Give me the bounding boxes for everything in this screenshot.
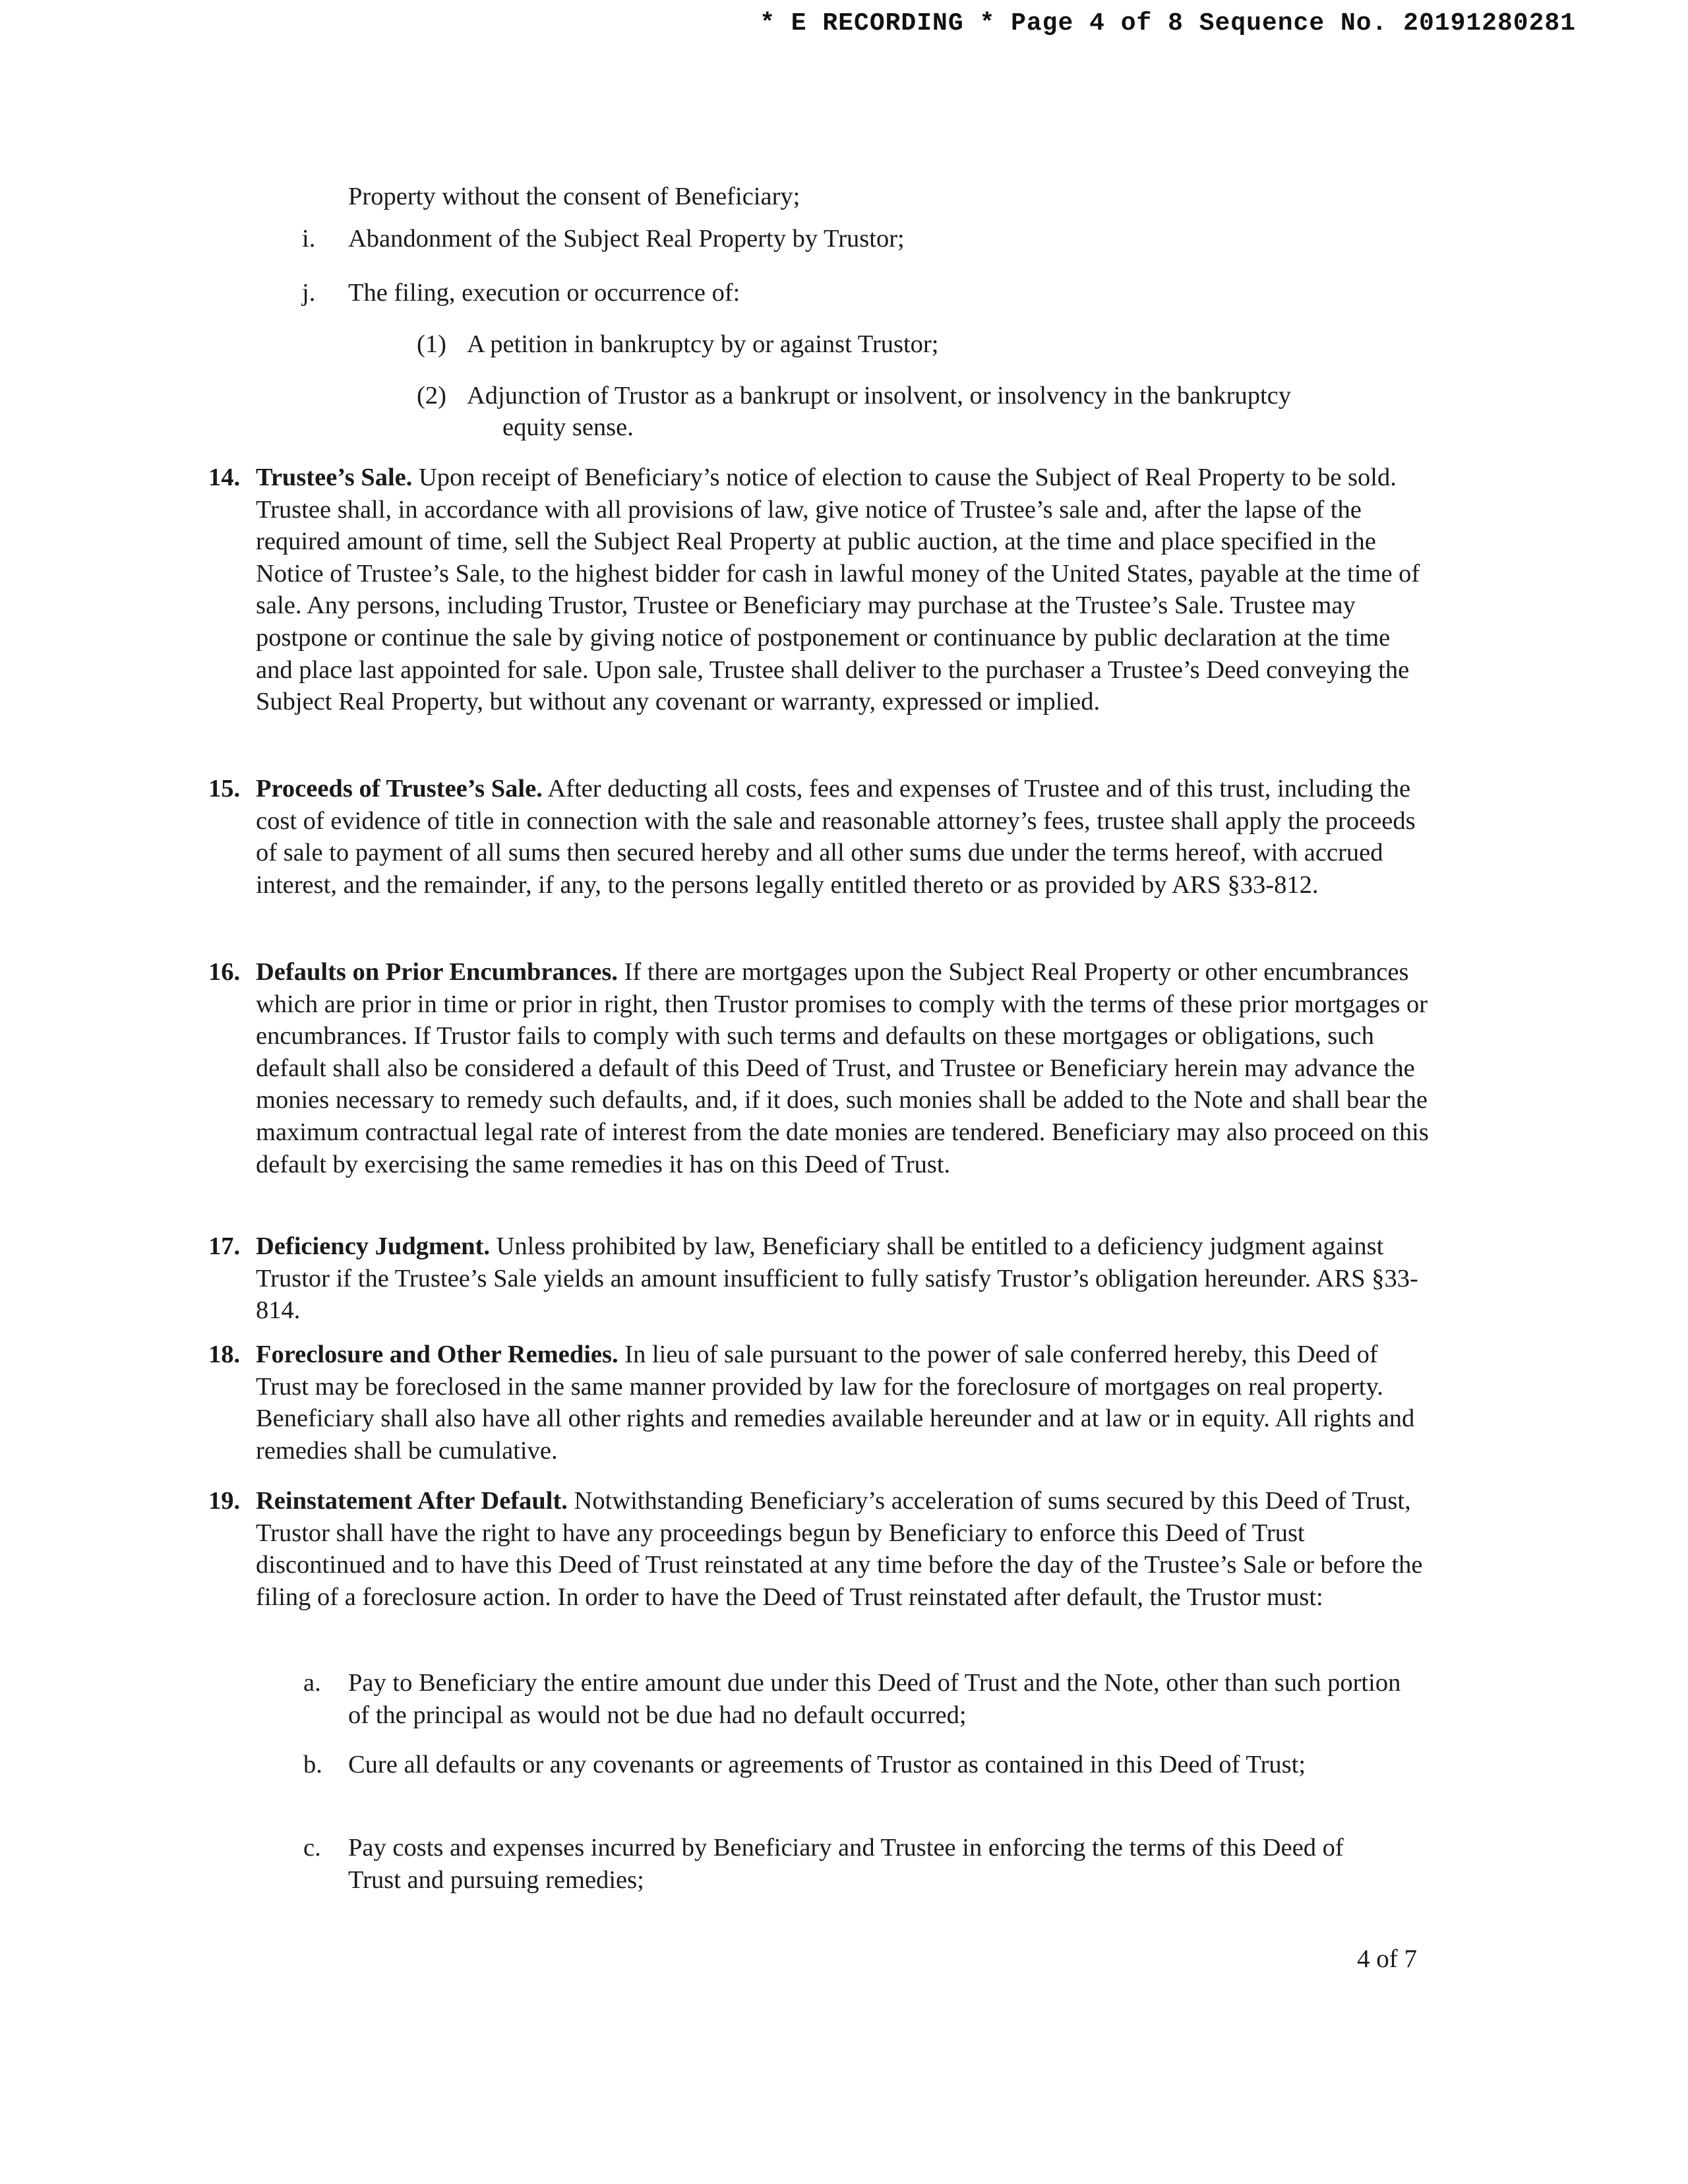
- section-18: [256, 1339, 1430, 1467]
- section-19-number: 19.: [208, 1487, 241, 1515]
- section-17: [256, 1230, 1430, 1327]
- reinstatement-b-text: Cure all defaults or any covenants or agreements of Trustor as contained in this Deed of Trust;: [348, 1751, 1306, 1778]
- section-18-number: 18.: [208, 1341, 241, 1368]
- reinstatement-a-marker: a.: [303, 1669, 321, 1697]
- reinstatement-b-marker: b.: [303, 1751, 322, 1778]
- section-15-body: After deducting all costs, fees and expenses of Trustee and of this trust, including the cost of evidence of title in connection with the sale and reasonable attorney’s fees, trustee shall apply the proceeds of sale to payment of all sums then secured hereby and all other sums due under the terms hereof, with accrued interest, and the remainder, if any, to the persons legally entitled thereto or as provided by ARS §33-812.: [256, 775, 1416, 899]
- item-j-text: The filing, execution or occurrence of:: [348, 279, 740, 307]
- section-14-number: 14.: [208, 464, 241, 491]
- section-17-number: 17.: [208, 1232, 241, 1260]
- section-15-number: 15.: [208, 775, 241, 803]
- section-16-title: Defaults on Prior Encumbrances.: [256, 958, 618, 986]
- item-h-continuation: Property without the consent of Beneficiary;: [348, 183, 800, 210]
- section-14-title: Trustee’s Sale.: [256, 464, 413, 491]
- section-19-body: Notwithstanding Beneficiary’s acceleration of sums secured by this Deed of Trust, Trustor shall have the right to have any proceedings begun by Beneficiary to enforce this Deed of Trust discontinued and to have this Deed of Trust reinstated at any time before the day of the Trustee’s Sale or before the filing of a foreclosure action. In order to have the Deed of Trust reinstated after default, the Trustor must:: [256, 1487, 1423, 1611]
- section-19-title: Reinstatement After Default.: [256, 1487, 568, 1515]
- section-18-title: Foreclosure and Other Remedies.: [256, 1341, 618, 1368]
- reinstatement-c-marker: c.: [303, 1834, 321, 1862]
- page-number: 4 of 7: [1357, 1945, 1417, 1973]
- item-j2-marker: (2): [417, 382, 446, 410]
- reinstatement-a-text: Pay to Beneficiary the entire amount due under this Deed of Trust and the Note, other than such portion of the principal as would not be due had no default occurred;: [348, 1669, 1401, 1729]
- recording-header: * E RECORDING * Page 4 of 8 Sequence No. 20191280281: [760, 9, 1576, 38]
- section-17-body: Unless prohibited by law, Beneficiary shall be entitled to a deficiency judgment against Trustor if the Trustee’s Sale yields an amount insufficient to fully satisfy Trustor’s obligation hereunder. ARS §33-814.: [256, 1232, 1418, 1325]
- item-i-text: Abandonment of the Subject Real Property by Trustor;: [348, 225, 905, 253]
- section-16-body: If there are mortgages upon the Subject Real Property or other encumbrances which are prior in time or prior in right, then Trustor promises to comply with the terms of these prior mortgages or encumbrances. If Trustor fails to comply with such terms and defaults on these mortgages or obligations, such default shall also be considered a default of this Deed of Trust, and Trustee or Beneficiary herein may advance the monies necessary to remedy such defaults, and, if it does, such monies shall be added to the Note and shall bear the maximum contractual legal rate of interest from the date monies are tendered. Beneficiary may also proceed on this default by exercising the same remedies it has on this Deed of Trust.: [256, 958, 1429, 1178]
- section-16-number: 16.: [208, 958, 241, 986]
- section-16: [256, 956, 1430, 1180]
- section-18-body: In lieu of sale pursuant to the power of sale conferred hereby, this Deed of Trust may be foreclosed in the same manner provided by law for the foreclosure of mortgages on real property. Beneficiary shall also have all other rights and remedies available hereunder and at law or in equity. All rights and remedies shall be cumulative.: [256, 1341, 1415, 1465]
- item-j1-text: A petition in bankruptcy by or against Trustor;: [467, 330, 939, 358]
- item-j2-text-line1: Adjunction of Trustor as a bankrupt or insolvent, or insolvency in the bankruptcy: [467, 382, 1292, 410]
- section-17-title: Deficiency Judgment.: [256, 1232, 490, 1260]
- item-j-marker: j.: [302, 279, 316, 307]
- section-15-title: Proceeds of Trustee’s Sale.: [256, 775, 543, 803]
- reinstatement-c-text: Pay costs and expenses incurred by Beneficiary and Trustee in enforcing the terms of this Deed of Trust and pursuing remedies;: [348, 1834, 1344, 1894]
- item-j2-text-line2: equity sense.: [502, 413, 634, 441]
- section-15: [256, 773, 1423, 901]
- item-j1-marker: (1): [417, 330, 446, 358]
- section-19: [256, 1485, 1436, 1613]
- section-14: [256, 462, 1430, 718]
- item-i-marker: i.: [302, 225, 316, 253]
- section-14-body: Upon receipt of Beneficiary’s notice of election to cause the Subject of Real Property to be sold. Trustee shall, in accordance with all provisions of law, give notice of Trustee’s sale and, after the lapse of the required amount of time, sell the Subject Real Property at public auction, at the time and place specified in the Notice of Trustee’s Sale, to the highest bidder for cash in lawful money of the United States, payable at the time of sale. Any persons, including Trustor, Trustee or Beneficiary may purchase at the Trustee’s Sale. Trustee may postpone or continue the sale by giving notice of postponement or continuance by public declaration at the time and place last appointed for sale. Upon sale, Trustee shall deliver to the purchaser a Trustee’s Deed conveying the Subject Real Property, but without any covenant or warranty, expressed or implied.: [256, 464, 1420, 716]
